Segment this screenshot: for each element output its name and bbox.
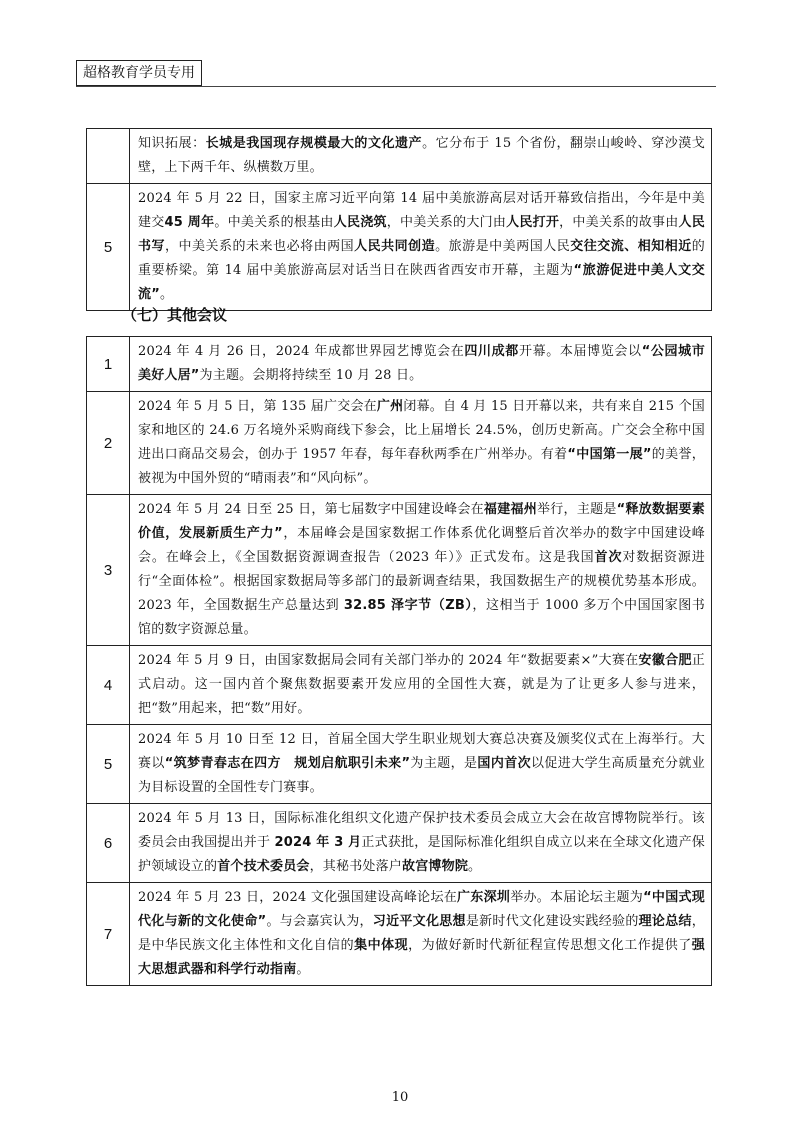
body-text: 正式启动。这一国内首个聚焦数据要素开发应用的全国性大赛，就是为了让更多人参与进来，把“数”用起来，把“数”用好。	[138, 653, 705, 716]
body-text: 2024 年 5 月 13 日，国际标准化组织文化遗产保护技术委员会成立大会在故宫博物院举行。该委员会由我国提出并于	[138, 811, 705, 850]
emphasis-text: 强大思想武器和科学行动指南	[138, 938, 705, 977]
emphasis-text: 45 周年	[164, 215, 215, 230]
row-content	[130, 646, 712, 725]
emphasis-text: 故宫博物院	[402, 859, 469, 874]
body-text: 。与会嘉宾认为，	[266, 914, 373, 929]
body-text: 。它分布于 15 个省份，翻崇山峻岭、穿沙漠戈壁，上下两千年、纵横数万里。	[138, 136, 705, 175]
row-number: 2	[87, 392, 130, 495]
body-text: 2024 年 5 月 22 日，国家主席习近平向第 14 届中美旅游高层对话开幕致信指出，今年是中美建交	[138, 191, 705, 230]
emphasis-text: 首次	[594, 550, 623, 565]
row-number: 4	[87, 646, 130, 725]
emphasis-text: 福建福州	[483, 502, 538, 517]
table-row	[87, 646, 712, 725]
body-text: 以促进大学生高质量充分就业为目标设置的全国性专门赛事。	[138, 756, 705, 795]
body-text: 2024 年 5 月 23 日，2024 文化强国建设高峰论坛在	[138, 890, 458, 905]
header-divider	[76, 86, 716, 87]
emphasis-text: 交往交流、相知相近	[570, 239, 692, 254]
row-number: 6	[87, 804, 130, 883]
emphasis-text: 人民书写	[138, 215, 705, 254]
body-text: 开幕。本届博览会以	[518, 344, 642, 359]
table-row	[87, 392, 712, 495]
emphasis-text: 理论总结	[638, 914, 692, 929]
body-text: ，这相当于 1000 多万个中国国家图书馆的数字资源总量。	[138, 598, 705, 637]
body-text: 举办。本届论坛主题为	[510, 890, 644, 905]
body-text: 2024 年 5 月 24 日至 25 日，第七届数字中国建设峰会在	[138, 502, 484, 517]
row-number	[87, 129, 130, 184]
body-text: ，中美关系的未来也必将由两国	[165, 239, 355, 254]
other-meetings-table	[86, 336, 719, 986]
header-label: 超格教育学员专用	[76, 60, 202, 86]
body-text: 为主题，是	[410, 756, 478, 771]
row-number: 1	[87, 337, 130, 392]
emphasis-text: “筑梦青春志在四方 规划启航职引未来”	[164, 756, 411, 771]
emphasis-text: 安徽合肥	[638, 653, 692, 668]
page-number: 10	[391, 1090, 409, 1105]
table-row	[87, 184, 712, 311]
body-text: 2024 年 5 月 10 日至 12 日，首届全国大学生职业规划大赛总决赛及颁奖仪式在上海举行。大赛以	[138, 732, 705, 771]
row-content	[130, 129, 712, 184]
body-text: 。	[296, 962, 310, 977]
body-text: 。	[159, 287, 174, 302]
row-number: 7	[87, 883, 130, 986]
body-text: 闭幕。自 4 月 15 日开幕以来，共有来自 215 个国家和地区的 24.6 万名境外采购商线下参会，比上届增长 24.5%，创历史新高。广交会全称中国进出口商品交易会，创办于 1957 年春，每年春秋两季在广州举办。有着	[138, 399, 705, 462]
body-text: ，为做好新时代新征程宣传思想文化工作提供了	[408, 938, 692, 953]
body-text: 。中美关系的根基由	[214, 215, 334, 230]
table-row	[87, 725, 712, 804]
table-row	[87, 495, 712, 646]
body-text: 知识拓展：	[138, 136, 206, 151]
row-content	[130, 495, 712, 646]
body-text: 。	[468, 859, 482, 874]
emphasis-text: 人民打开	[506, 215, 560, 230]
emphasis-text: “中国式现代化与新的文化使命”	[138, 890, 705, 929]
table-row	[87, 337, 712, 392]
section-heading: （七）其他会议	[122, 306, 228, 324]
table-row	[87, 804, 712, 883]
body-text: ，中美关系的大门由	[386, 215, 507, 230]
emphasis-text: 长城是我国现存规模最大的文化遗产	[205, 136, 423, 151]
emphasis-text: 习近平文化思想	[372, 914, 466, 929]
row-number: 3	[87, 495, 130, 646]
body-text: 2024 年 4 月 26 日，2024 年成都世界园艺博览会在	[138, 344, 465, 359]
row-content	[130, 883, 712, 986]
emphasis-text: 32.85 泽字节（ZB）	[343, 598, 473, 613]
continued-table	[86, 128, 712, 311]
row-content	[130, 184, 712, 311]
body-text: ，本届峰会是国家数据工作体系优化调整后首次举办的数字中国建设峰会。在峰会上，《全国数据资源调查报告（2023 年）》正式发布。这是我国	[138, 526, 705, 565]
row-number: 5	[87, 725, 130, 804]
emphasis-text: 广州	[376, 399, 404, 414]
row-content	[130, 725, 712, 804]
emphasis-text: 广东深圳	[457, 890, 511, 905]
body-text: ，中美关系的故事由	[559, 215, 679, 230]
body-text: ，是中华民族文化主体性和文化自信的	[138, 914, 705, 953]
body-text: 2024 年 5 月 5 日，第 135 届广交会在	[138, 399, 377, 414]
row-content	[130, 804, 712, 883]
emphasis-text: 国内首次	[477, 756, 532, 771]
row-content	[130, 337, 719, 392]
emphasis-text: 人民浇筑	[333, 215, 387, 230]
emphasis-text: “旅游促进中美人文交流”	[138, 263, 706, 302]
body-text: 的重要桥梁。第 14 届中美旅游高层对话当日在陕西省西安市开幕，主题为	[138, 239, 705, 278]
emphasis-text: “公园城市 美好人居”	[138, 344, 719, 383]
table-row	[87, 883, 712, 986]
emphasis-text: 四川成都	[464, 344, 519, 359]
body-text: ，其秘书处落户	[309, 859, 403, 874]
body-text: 正式获批，是国际标准化组织自成立以来在全球文化遗产保护领域设立的	[138, 835, 705, 874]
body-text: 。旅游是中美两国人民	[435, 239, 571, 254]
emphasis-text: 人民共同创造	[354, 239, 436, 254]
row-content	[130, 392, 712, 495]
body-text: 的美誉，被视为中国外贸的“晴雨表”和“风向标”。	[138, 447, 705, 486]
table-row	[87, 129, 712, 184]
emphasis-text: 集中体现	[354, 938, 409, 953]
body-text: 对数据资源进行“全面体检”。根据国家数据局等多部门的最新调查结果，我国数据生产的规模优势基本形成。2023 年，全国数据生产总量达到	[138, 550, 706, 613]
body-text: 举行，主题是	[537, 502, 617, 517]
emphasis-text: “中国第一展”	[567, 447, 652, 462]
body-text: 2024 年 5 月 9 日，由国家数据局会同有关部门举办的 2024 年“数据要素×”大赛在	[138, 653, 639, 668]
emphasis-text: 首个技术委员会	[217, 859, 310, 874]
body-text: 是新时代文化建设实践经验的	[465, 914, 639, 929]
body-text: 为主题。会期将持续至 10 月 28 日。	[199, 368, 423, 383]
emphasis-text: 2024 年 3 月	[274, 835, 362, 850]
row-number: 5	[87, 184, 130, 311]
emphasis-text: “释放数据要素价值，发展新质生产力”	[138, 502, 706, 541]
